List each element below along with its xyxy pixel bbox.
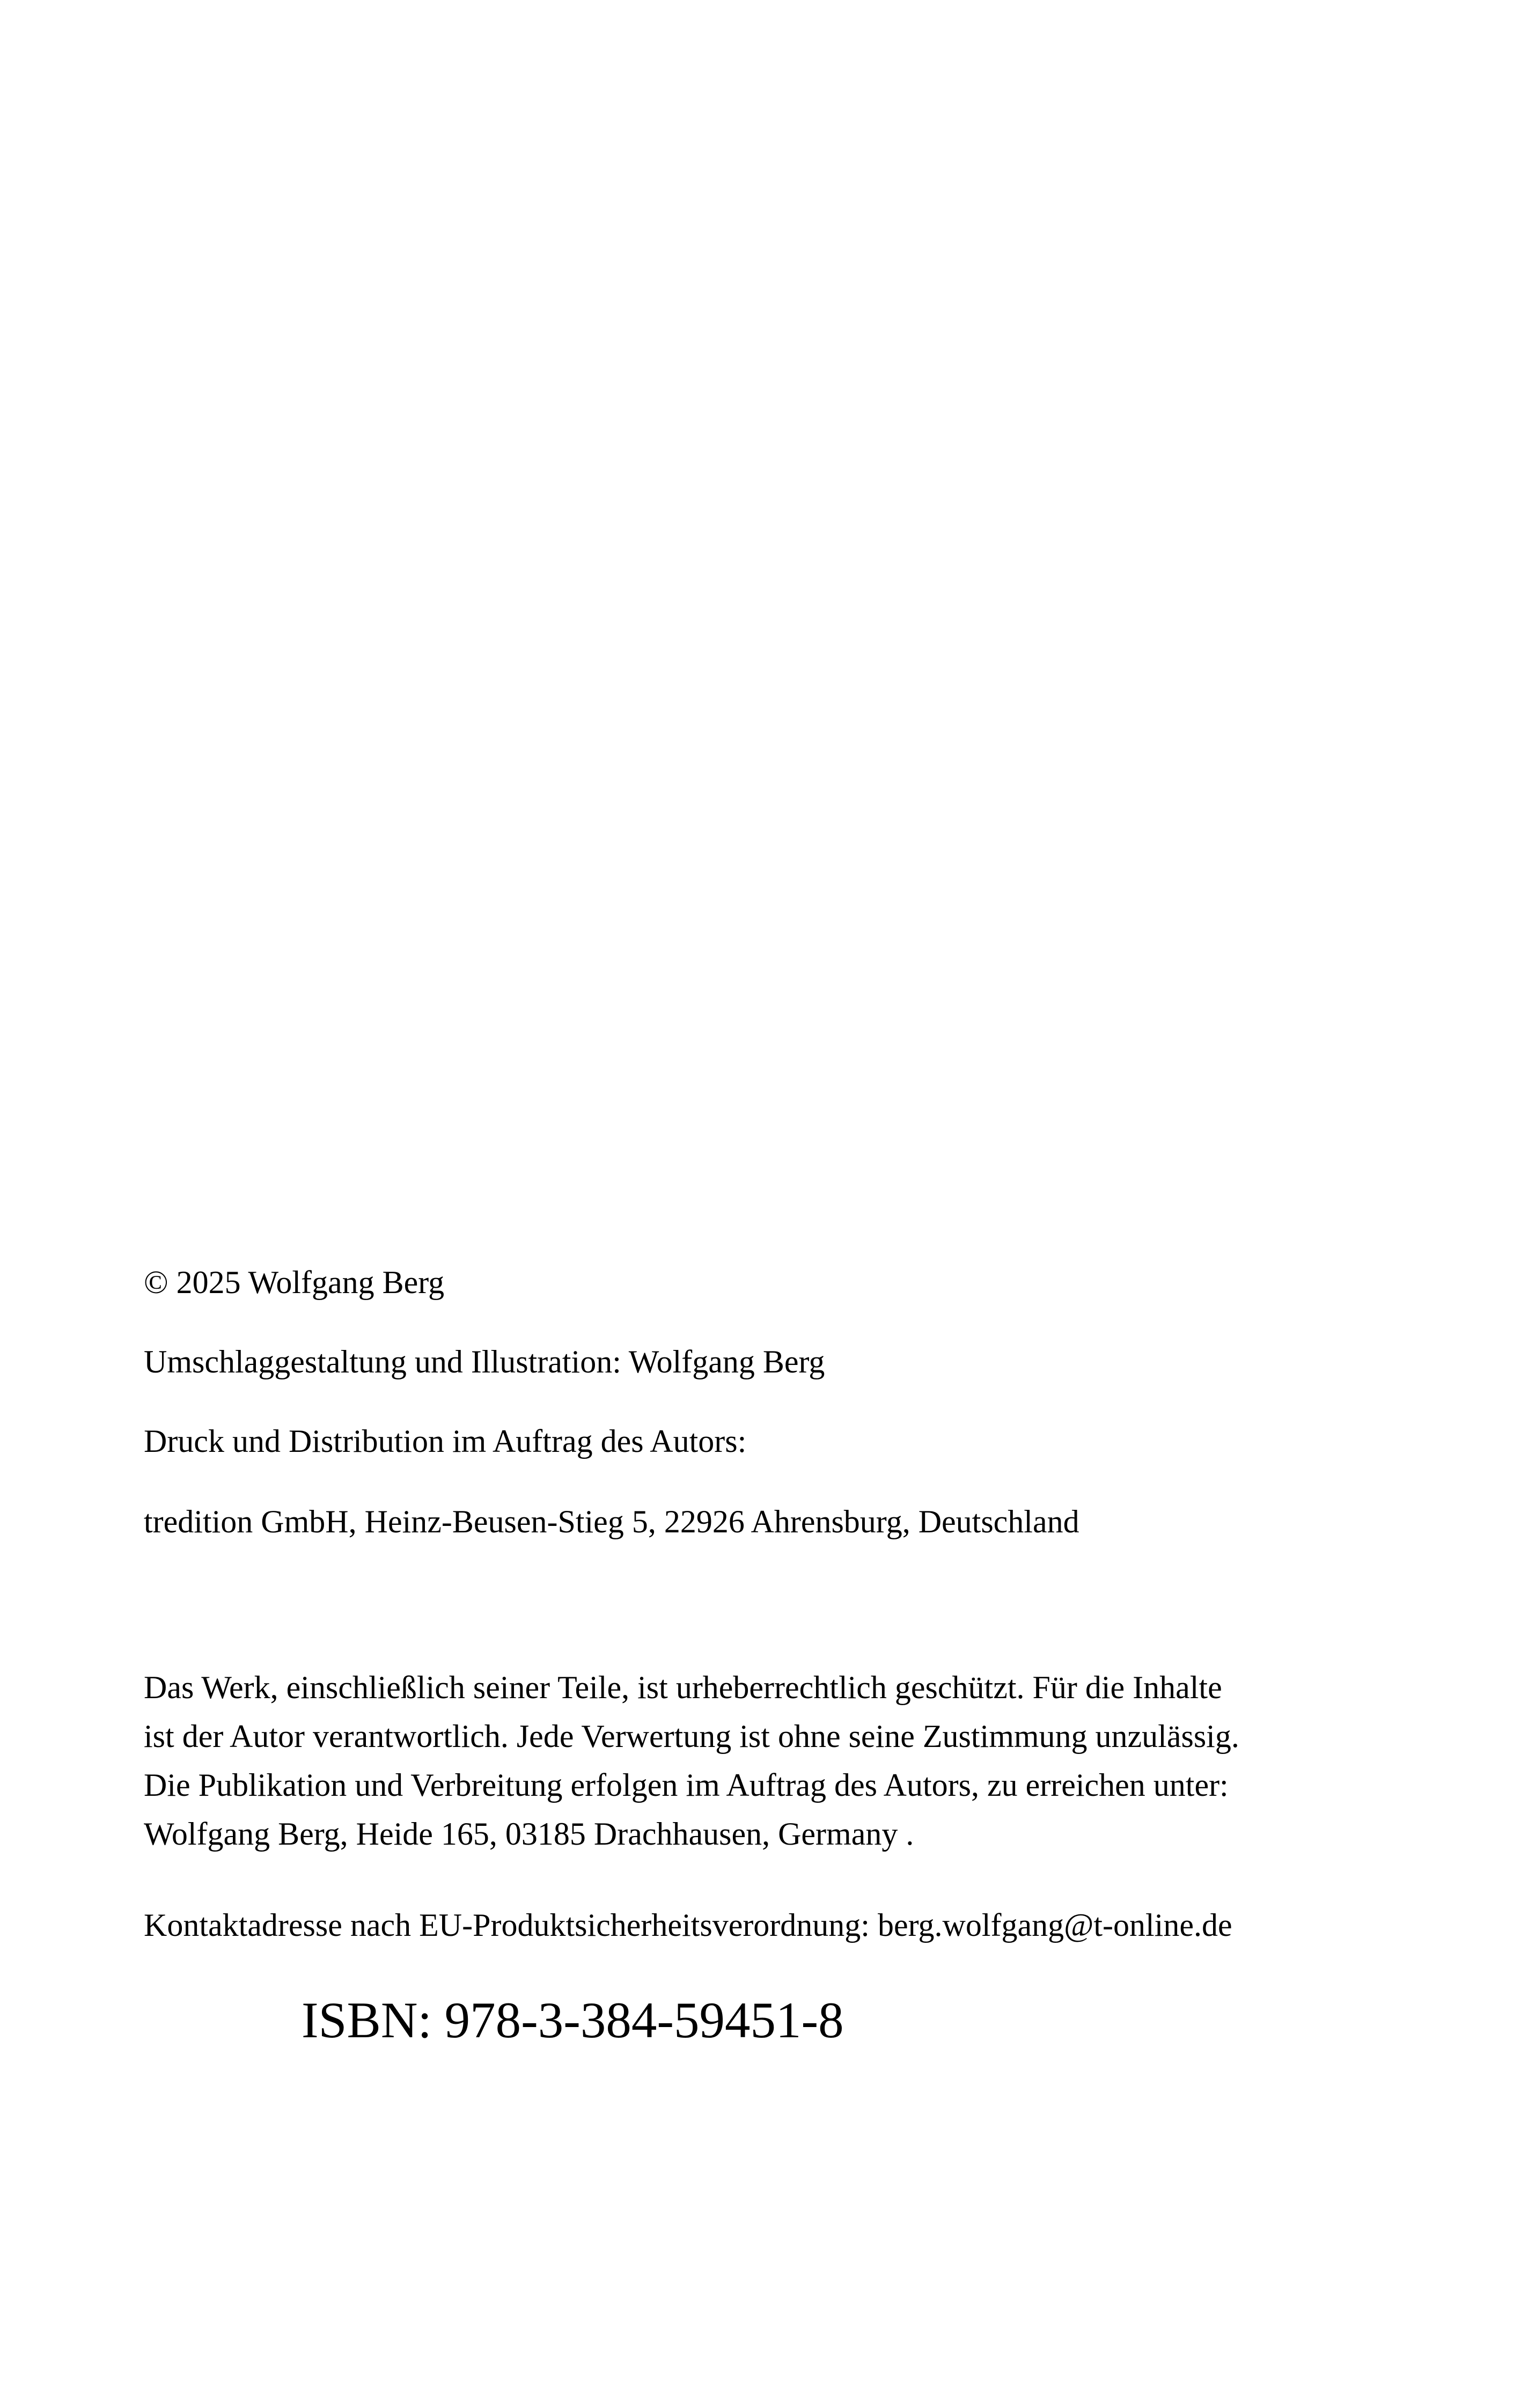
legal-notice [144, 1663, 1239, 1859]
legal-notice-line: Die Publikation und Verbreitung erfolgen im Auftrag des Autors, zu erreichen unter: [144, 1767, 1229, 1803]
print-distribution-note: Druck und Distribution im Auftrag des Autors: [144, 1423, 747, 1459]
contact-address: Kontaktadresse nach EU-Produktsicherheitsverordnung: berg.wolfgang@t-online.de [144, 1907, 1232, 1943]
isbn-number: ISBN: 978-3-384-59451-8 [302, 1992, 844, 2049]
cover-design-credit: Umschlaggestaltung und Illustration: Wolfgang Berg [144, 1344, 825, 1379]
legal-notice-line: Wolfgang Berg, Heide 165, 03185 Drachhausen, Germany . [144, 1816, 914, 1852]
legal-notice-line: Das Werk, einschließlich seiner Teile, ist urheberrechtlich geschützt. Für die Inhalte [144, 1670, 1222, 1705]
copyright-notice: © 2025 Wolfgang Berg [144, 1265, 445, 1300]
publisher-address: tredition GmbH, Heinz-Beusen-Stieg 5, 22926 Ahrensburg, Deutschland [144, 1504, 1079, 1539]
legal-notice-line: ist der Autor verantwortlich. Jede Verwertung ist ohne seine Zustimmung unzulässig. [144, 1719, 1239, 1754]
